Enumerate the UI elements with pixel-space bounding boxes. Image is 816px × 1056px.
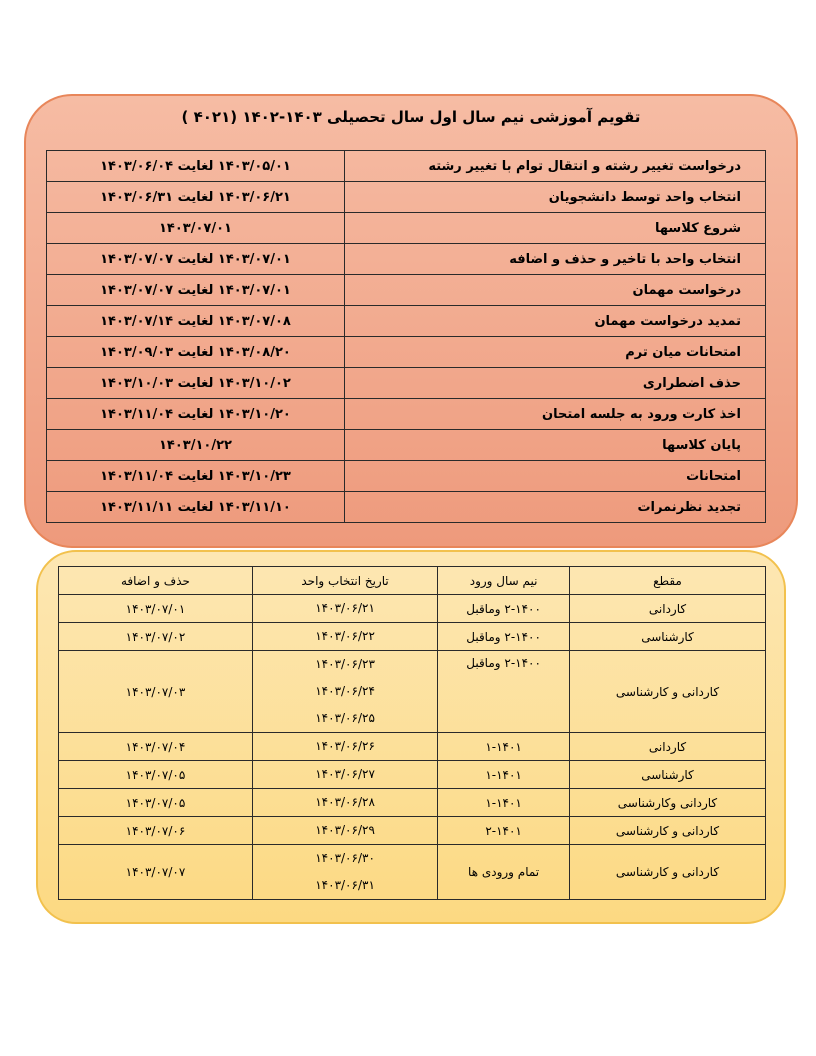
schedule-event: اخذ کارت ورود به جلسه امتحان: [345, 399, 766, 430]
schedule-date: ۱۴۰۳/۰۶/۲۱ لغایت ۱۴۰۳/۰۶/۳۱: [47, 182, 345, 213]
header-entry: نیم سال ورود: [438, 567, 570, 595]
registration-entry: تمام ورودی ها: [438, 845, 570, 900]
registration-add-drop: ۱۴۰۳/۰۷/۰۵: [59, 761, 253, 789]
schedule-row: [47, 182, 766, 213]
registration-add-drop: ۱۴۰۳/۰۷/۰۲: [59, 623, 253, 651]
select-date: ۱۴۰۳/۰۶/۲۴: [315, 684, 375, 698]
schedule-date: ۱۴۰۳/۰۷/۰۱ لغایت ۱۴۰۳/۰۷/۰۷: [47, 244, 345, 275]
registration-add-drop: ۱۴۰۳/۰۷/۰۱: [59, 595, 253, 623]
registration-level: کاردانی وکارشناسی: [569, 789, 765, 817]
schedule-event: پایان کلاسها: [345, 430, 766, 461]
schedule-event: امتحانات میان ترم: [345, 337, 766, 368]
registration-row: [59, 817, 766, 845]
schedule-date: ۱۴۰۳/۰۸/۲۰ لغایت ۱۴۰۳/۰۹/۰۳: [47, 337, 345, 368]
registration-level: کاردانی و کارشناسی: [569, 845, 765, 900]
registration-add-drop: ۱۴۰۳/۰۷/۰۳: [59, 651, 253, 733]
registration-add-drop: ۱۴۰۳/۰۷/۰۷: [59, 845, 253, 900]
schedule-date: ۱۴۰۳/۰۷/۰۸ لغایت ۱۴۰۳/۰۷/۱۴: [47, 306, 345, 337]
schedule-row: [47, 430, 766, 461]
registration-level: کارشناسی: [569, 761, 765, 789]
schedule-event: حذف اضطراری: [345, 368, 766, 399]
registration-add-drop: ۱۴۰۳/۰۷/۰۶: [59, 817, 253, 845]
registration-select-dates: [252, 761, 437, 789]
select-date: ۱۴۰۳/۰۶/۳۱: [315, 878, 375, 892]
registration-row: [59, 623, 766, 651]
header-level: مقطع: [569, 567, 765, 595]
registration-level: کاردانی و کارشناسی: [569, 651, 765, 733]
registration-entry: ۱-۱۴۰۱: [438, 789, 570, 817]
schedule-event: درخواست مهمان: [345, 275, 766, 306]
registration-level: کاردانی: [569, 595, 765, 623]
select-date: ۱۴۰۳/۰۶/۲۸: [315, 795, 375, 809]
schedule-date: ۱۴۰۳/۱۱/۱۰ لغایت ۱۴۰۳/۱۱/۱۱: [47, 492, 345, 523]
schedule-row: [47, 275, 766, 306]
registration-select-dates: [252, 595, 437, 623]
select-date: ۱۴۰۳/۰۶/۲۷: [315, 767, 375, 781]
schedule-event: شروع کلاسها: [345, 213, 766, 244]
schedule-row: [47, 368, 766, 399]
registration-add-drop: ۱۴۰۳/۰۷/۰۵: [59, 789, 253, 817]
registration-select-dates: [252, 817, 437, 845]
schedule-date: ۱۴۰۳/۱۰/۲۳ لغایت ۱۴۰۳/۱۱/۰۴: [47, 461, 345, 492]
registration-entry: ۱-۱۴۰۱: [438, 761, 570, 789]
page-title: تقویم آموزشی نیم سال اول سال تحصیلی ۱۴۰۳-۱۴۰۲ (۴۰۲۱ ): [181, 108, 641, 126]
registration-row: [59, 595, 766, 623]
header-add-drop: حذف و اضافه: [59, 567, 253, 595]
schedule-date: ۱۴۰۳/۱۰/۲۰ لغایت ۱۴۰۳/۱۱/۰۴: [47, 399, 345, 430]
schedule-row: [47, 151, 766, 182]
registration-select-dates: [252, 651, 437, 733]
header-select-date: تاریخ انتخاب واحد: [252, 567, 437, 595]
schedule-date: ۱۴۰۳/۰۵/۰۱ لغایت ۱۴۰۳/۰۶/۰۴: [47, 151, 345, 182]
schedule-date: ۱۴۰۳/۰۷/۰۱: [47, 213, 345, 244]
schedule-row: [47, 306, 766, 337]
select-date: ۱۴۰۳/۰۶/۲۵: [315, 711, 375, 725]
select-date: ۱۴۰۳/۰۶/۲۱: [315, 601, 375, 615]
schedule-event: درخواست تغییر رشته و انتقال توام با تغییر رشته: [345, 151, 766, 182]
schedule-event: امتحانات: [345, 461, 766, 492]
schedule-event: تجدید نظرنمرات: [345, 492, 766, 523]
schedule-table: [46, 150, 766, 523]
registration-select-dates: [252, 733, 437, 761]
registration-entry: ۲-۱۴۰۰ وماقبل: [438, 595, 570, 623]
schedule-row: [47, 399, 766, 430]
schedule-row: [47, 337, 766, 368]
schedule-event: انتخاب واحد با تاخیر و حذف و اضافه: [345, 244, 766, 275]
registration-select-dates: [252, 789, 437, 817]
schedule-date: ۱۴۰۳/۱۰/۰۲ لغایت ۱۴۰۳/۱۰/۰۳: [47, 368, 345, 399]
schedule-row: [47, 492, 766, 523]
schedule-row: [47, 244, 766, 275]
registration-entry: ۲-۱۴۰۱: [438, 817, 570, 845]
registration-row: [59, 651, 766, 733]
select-date: ۱۴۰۳/۰۶/۲۳: [315, 657, 375, 671]
registration-row: [59, 845, 766, 900]
select-date: ۱۴۰۳/۰۶/۲۲: [315, 629, 375, 643]
schedule-date: ۱۴۰۳/۱۰/۲۲: [47, 430, 345, 461]
registration-header-row: [59, 567, 766, 595]
registration-row: [59, 733, 766, 761]
select-date: ۱۴۰۳/۰۶/۲۶: [315, 739, 375, 753]
registration-row: [59, 761, 766, 789]
registration-add-drop: ۱۴۰۳/۰۷/۰۴: [59, 733, 253, 761]
registration-row: [59, 789, 766, 817]
schedule-date: ۱۴۰۳/۰۷/۰۱ لغایت ۱۴۰۳/۰۷/۰۷: [47, 275, 345, 306]
registration-level: کاردانی و کارشناسی: [569, 817, 765, 845]
registration-select-dates: [252, 623, 437, 651]
registration-select-dates: [252, 845, 437, 900]
registration-level: کاردانی: [569, 733, 765, 761]
schedule-event: انتخاب واحد توسط دانشجویان: [345, 182, 766, 213]
registration-entry: ۲-۱۴۰۰ وماقبل: [438, 623, 570, 651]
schedule-event: تمدید درخواست مهمان: [345, 306, 766, 337]
schedule-row: [47, 213, 766, 244]
schedule-row: [47, 461, 766, 492]
registration-table: [58, 566, 766, 900]
registration-entry: ۱-۱۴۰۱: [438, 733, 570, 761]
registration-entry: ۲-۱۴۰۰ وماقبل: [438, 651, 570, 733]
registration-level: کارشناسی: [569, 623, 765, 651]
select-date: ۱۴۰۳/۰۶/۳۰: [315, 851, 375, 865]
select-date: ۱۴۰۳/۰۶/۲۹: [315, 823, 375, 837]
